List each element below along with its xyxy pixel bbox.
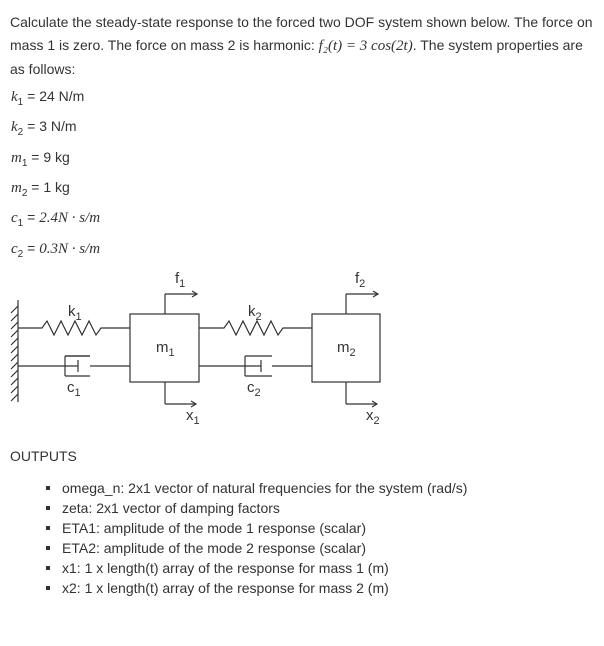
displacement-arrow-x2 — [346, 382, 377, 407]
param-symbol: m — [11, 180, 22, 196]
list-item: zeta: 2x1 vector of damping factors — [46, 498, 467, 518]
param-index: 1 — [17, 96, 24, 108]
list-item: x2: 1 x length(t) array of the response for mass 2 (m) — [46, 578, 467, 598]
label-x2-main: x — [366, 407, 374, 424]
param-index: 2 — [21, 187, 28, 199]
param-index: 2 — [17, 248, 24, 260]
force-arrow-f1 — [165, 291, 197, 314]
param-k1: $k_1 = 24$ N/m — [11, 88, 85, 108]
label-m1-sub: 1 — [168, 347, 175, 359]
label-c1 — [67, 379, 81, 399]
list-item: omega_n: 2x1 vector of natural frequencies for the system (rad/s) — [46, 478, 467, 498]
label-f1 — [175, 270, 185, 290]
problem-statement — [10, 11, 598, 81]
param-value: 1 kg — [43, 179, 70, 195]
label-x1 — [186, 407, 200, 427]
param-symbol: c — [11, 210, 18, 226]
label-x1-main: x — [186, 407, 194, 424]
param-symbol: c — [11, 241, 18, 257]
label-f1-sub: 1 — [179, 278, 186, 290]
label-c2-sub: 2 — [254, 387, 261, 399]
param-value: 0.3N · s/m — [39, 241, 101, 257]
displacement-arrow-x1 — [165, 382, 196, 407]
param-value: 3 N/m — [39, 118, 77, 134]
label-c1-main: c — [67, 379, 75, 396]
label-m2 — [337, 339, 356, 359]
wall-hatching — [11, 306, 18, 401]
param-symbol: k — [11, 89, 18, 105]
label-x2-sub: 2 — [373, 415, 380, 427]
label-c1-sub: 1 — [74, 387, 81, 399]
label-k1-main: k — [68, 303, 76, 320]
param-k2: $k_2 = 3$ N/m — [11, 118, 77, 138]
label-f2-main: f — [355, 270, 360, 287]
spring-k1 — [18, 321, 130, 335]
param-index: 1 — [17, 217, 24, 229]
list-item: x1: 1 x length(t) array of the response for mass 1 (m) — [46, 558, 467, 578]
list-item: ETA1: amplitude of the mode 1 response (scalar) — [46, 518, 467, 538]
label-m1-main: m — [156, 339, 169, 356]
problem-text-after: . The system properties are as follows: — [10, 37, 583, 77]
param-symbol: k — [11, 119, 18, 135]
list-item: ETA2: amplitude of the mode 2 response (scalar) — [46, 538, 467, 558]
param-value: 2.4N · s/m — [39, 210, 101, 226]
outputs-list — [46, 478, 467, 598]
param-c1: $c_1 = 2.4N \cdot s/m$ — [11, 209, 101, 229]
label-c2 — [247, 379, 261, 399]
label-f2 — [355, 270, 365, 290]
label-x2 — [366, 407, 380, 427]
param-value: 9 kg — [43, 149, 70, 165]
label-m2-sub: 2 — [349, 347, 356, 359]
damper-c2 — [199, 356, 312, 376]
problem-text-before: Calculate the steady-state response to the forced two DOF system shown below. The force on mass 1 is zero. The force on mass 2 is harmonic: — [10, 14, 593, 53]
outputs-heading: OUTPUTS — [10, 448, 77, 464]
label-c2-main: c — [247, 379, 255, 396]
label-m2-main: m — [337, 339, 350, 356]
param-symbol: m — [11, 150, 22, 166]
label-k2-sub: 2 — [255, 311, 262, 323]
damper-c1 — [18, 356, 130, 376]
label-k2-main: k — [248, 303, 256, 320]
label-m1 — [156, 339, 175, 359]
param-c2: $c_2 = 0.3N \cdot s/m$ — [11, 240, 101, 260]
label-k1 — [68, 303, 82, 323]
param-index: 1 — [21, 157, 28, 169]
param-m2: $m_2 = 1$ kg — [11, 179, 70, 199]
label-f1-main: f — [175, 270, 180, 287]
label-x1-sub: 1 — [193, 415, 200, 427]
label-k1-sub: 1 — [75, 311, 82, 323]
force-arrow-f2 — [346, 291, 378, 314]
param-index: 2 — [17, 126, 24, 138]
label-k2 — [248, 303, 262, 323]
force-formula: f₂(t) = 3 cos(2t) — [318, 38, 413, 54]
param-m1: $m_1 = 9$ kg — [11, 149, 70, 169]
two-dof-system-diagram — [0, 262, 604, 434]
label-f2-sub: 2 — [359, 278, 366, 290]
param-value: 24 N/m — [39, 88, 85, 104]
spring-k2 — [199, 321, 312, 335]
